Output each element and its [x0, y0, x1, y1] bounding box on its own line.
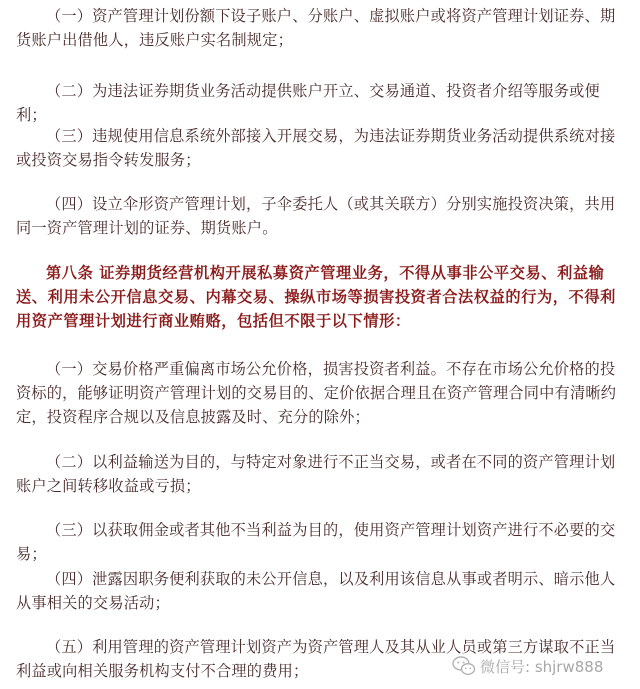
- paragraph-item-4: （四）设立伞形资产管理计划，子伞委托人（或其关联方）分别实施投资决策，共用同一资产管理计划的证券、期货账户。: [16, 195, 616, 237]
- article-eight-heading: 第八条 证券期货经营机构开展私募资产管理业务，不得从事非公平交易、利益输送、利用未公开信息交易、内幕交易、操纵市场等损害投资者合法权益的行为，不得利用资产管理计划进行商业贿赂，包括但不限于以下情形：: [16, 264, 616, 330]
- paragraph-item-6: （二）以利益输送为目的，与特定对象进行不正当交易，或者在不同的资产管理计划账户之间转移收益或亏损；: [16, 453, 616, 495]
- watermark-text: 微信号: shjrw888: [480, 657, 604, 676]
- paragraph-item-7: （三）以获取佣金或者其他不当利益为目的，使用资产管理计划资产进行不必要的交易；: [16, 521, 616, 563]
- paragraph-item-9: （五）利用管理的资产管理计划资产为资产管理人及其从业人员或第三方谋取不正当利益或向相关服务机构支付不合理的费用；: [16, 638, 616, 680]
- paragraph-item-8: （四）泄露因职务便利获取的未公开信息，以及利用该信息从事或者明示、暗示他人从事相关的交易活动；: [16, 570, 616, 612]
- paragraph-item-2: （二）为违法证券期货业务活动提供账户开立、交易通道、投资者介绍等服务或便利；: [16, 82, 600, 124]
- wechat-icon: [452, 655, 476, 677]
- wechat-watermark: [452, 654, 603, 678]
- paragraph-item-1: （一）资产管理计划份额下设子账户、分账户、虚拟账户或将资产管理计划证券、期货账户出借他人，违反账户实名制规定；: [16, 7, 616, 49]
- paragraph-item-3: （三）违规使用信息系统外部接入开展交易，为违法证券期货业务活动提供系统对接或投资交易指令转发服务；: [16, 127, 616, 169]
- paragraph-item-5: （一）交易价格严重偏离市场公允价格，损害投资者利益。不存在市场公允价格的投资标的，能够证明资产管理计划的交易目的、定价依据合理且在资产管理合同中有清晰约定，投资程序合规以及信息披露及时、充分的除外；: [16, 360, 617, 426]
